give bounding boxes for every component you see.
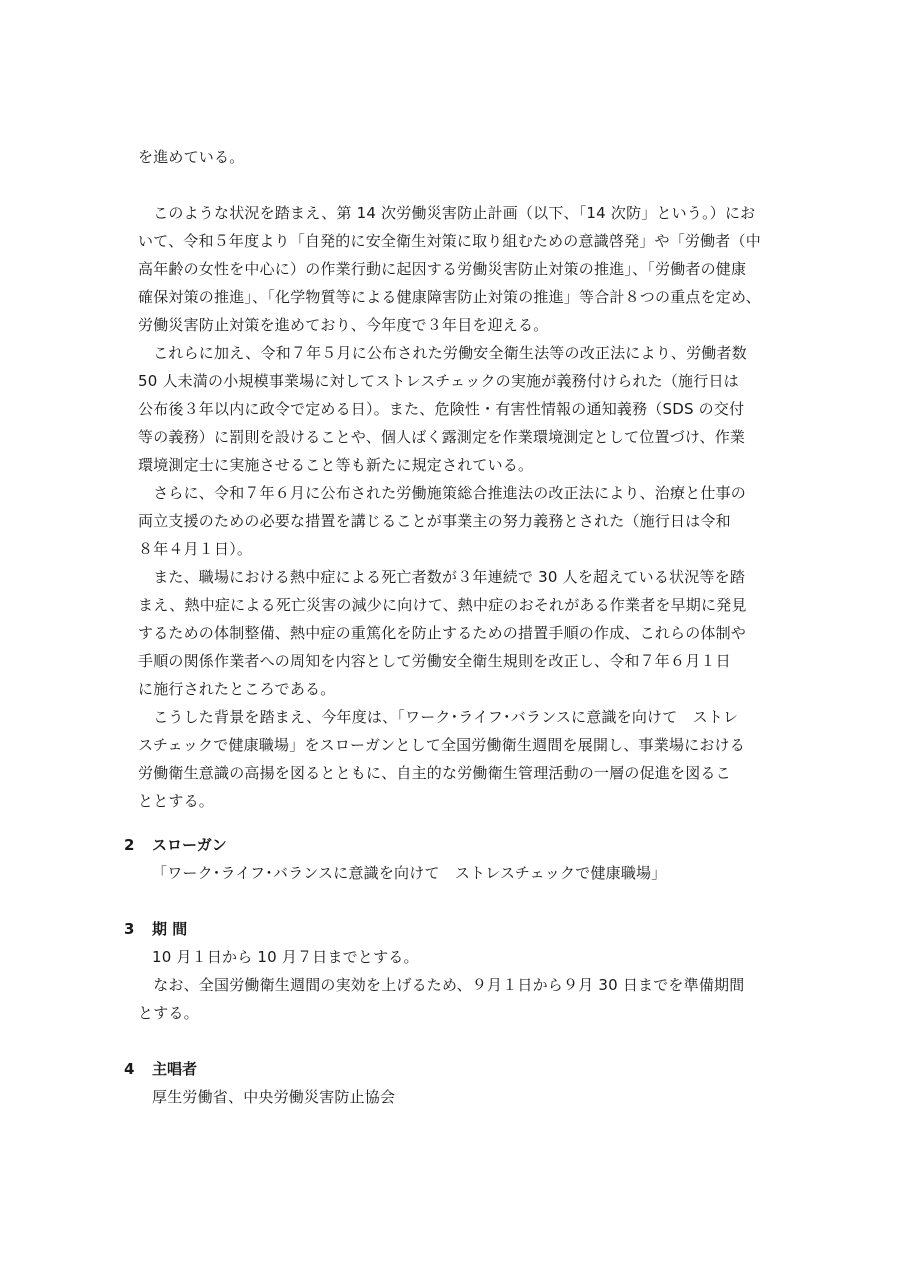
body-line: 手順の関係作業者への周知を内容として労働安全衛生規則を改正し、令和７年６月１日: [138, 652, 731, 670]
section-title: 主唱者: [152, 1060, 198, 1078]
section-number: 4: [124, 1060, 135, 1078]
section-title: スローガン: [152, 836, 227, 854]
body-line: ８年４月１日）。: [138, 540, 253, 558]
body-line: こうした背景を踏まえ、今年度は、「ワーク･ライフ･バランスに意識を向けて ストレ: [138, 708, 739, 726]
sponsor-text: 厚生労働省、中央労働災害防止協会: [152, 1088, 396, 1106]
body-line: 公布後３年以内に政令で定める日）。また、危険性・有害性情報の通知義務（SDS の交付: [138, 400, 745, 418]
section-title: 期 間: [152, 920, 188, 938]
body-line: 確保対策の推進」、「化学物質等による健康障害防止対策の推進」等合計８つの重点を定め、: [138, 288, 761, 306]
body-line: に施行されたところである。: [138, 680, 336, 698]
body-line: を進めている。: [138, 148, 245, 166]
slogan-text: 「ワーク･ライフ･バランスに意識を向けて ストレスチェックで健康職場」: [152, 864, 667, 882]
body-line: また、職場における熱中症による死亡者数が３年連続で 30 人を超えている状況等を踏: [138, 568, 746, 586]
body-line: これらに加え、令和７年５月に公布された労働安全衛生法等の改正法により、労働者数: [138, 344, 747, 362]
body-line: 労働災害防止対策を進めており、今年度で３年目を迎える。: [138, 316, 549, 334]
body-line: ととする。: [138, 792, 215, 810]
section-number: 2: [124, 836, 135, 854]
section-number: 3: [124, 920, 135, 938]
section-heading-sponsor: [124, 1059, 197, 1079]
body-line: 労働衛生意識の高揚を図るとともに、自主的な労働衛生管理活動の一層の促進を図るこ: [138, 764, 731, 782]
body-line: いて、令和５年度より「自発的に安全衛生対策に取り組むための意識啓発」や「労働者（中: [138, 232, 761, 250]
section-heading-slogan: [124, 835, 227, 855]
period-line: なお、全国労働衛生週間の実効を上げるため、９月１日から９月 30 日までを準備期間: [138, 976, 745, 994]
body-line: 高年齢の女性を中心に）の作業行動に起因する労働災害防止対策の推進」、「労働者の健康: [138, 260, 747, 278]
body-line: するための体制整備、熱中症の重篤化を防止するための措置手順の作成、これらの体制や: [138, 624, 747, 642]
body-line: 両立支援のための必要な措置を講じることが事業主の努力義務とされた（施行日は令和: [138, 512, 731, 530]
body-line: 等の義務）に罰則を設けることや、個人ばく露測定を作業環境測定として位置づけ、作業: [138, 428, 746, 446]
period-line: 10 月１日から 10 月７日までとする。: [152, 948, 419, 966]
body-line: 環境測定士に実施させること等も新たに規定されている。: [138, 456, 534, 474]
period-line: とする。: [138, 1004, 199, 1022]
body-line: まえ、熱中症による死亡災害の減少に向けて、熱中症のおそれがある作業者を早期に発見: [138, 596, 747, 614]
section-heading-period: [124, 919, 187, 939]
body-line: このような状況を踏まえ、第 14 次労働災害防止計画（以下、「14 次防」という。）にお: [138, 204, 756, 222]
body-line: 50 人未満の小規模事業場に対してストレスチェックの実施が義務付けられた（施行日は: [138, 372, 739, 390]
body-line: さらに、令和７年６月に公布された労働施策総合推進法の改正法により、治療と仕事の: [138, 484, 747, 502]
body-line: スチェックで健康職場」をスローガンとして全国労働衛生週間を展開し、事業場における: [138, 736, 745, 754]
